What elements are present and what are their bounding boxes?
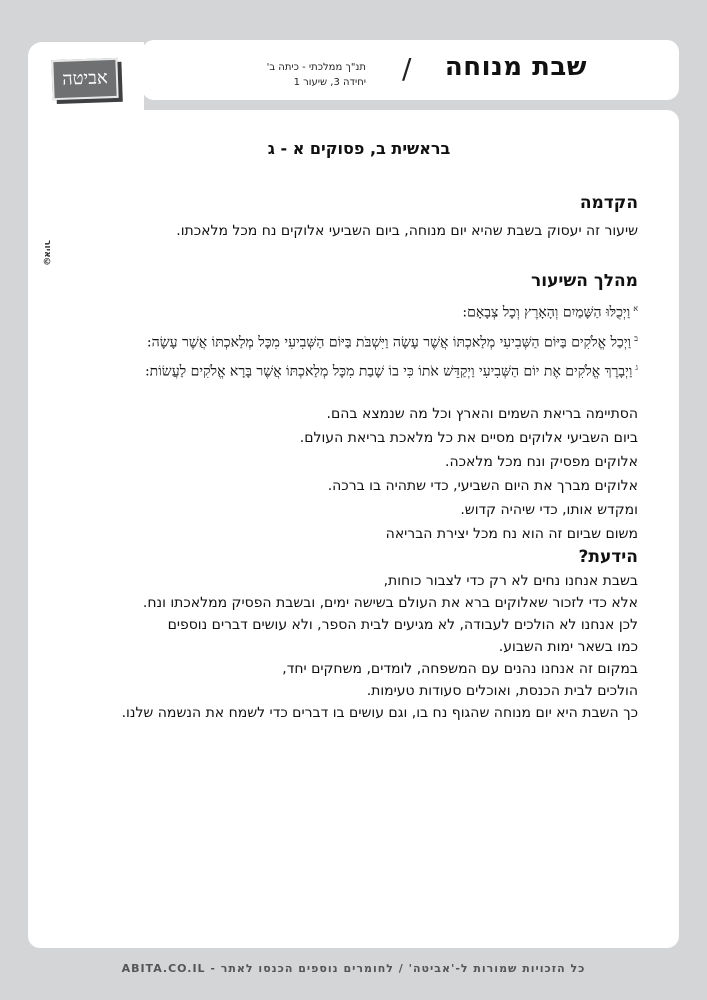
intro-section <box>80 192 638 242</box>
verse-1 <box>80 296 638 326</box>
verse-2 <box>80 326 638 356</box>
lesson-meta <box>236 60 366 90</box>
abita-logo: אביטה <box>51 58 118 100</box>
fact-line: במקום זה אנחנו נהנים עם המשפחה, לומדים, משחקים יחד, <box>282 661 638 677</box>
course-label: תנ"ך ממלכתי - כיתה ב' <box>266 62 366 73</box>
verse-reference: בראשית ב, פסוקים א - ג <box>267 139 451 158</box>
didyouknow-list <box>80 570 638 724</box>
verse-text: וַיְבָרֶךְ אֱלֹקִים אֶת יוֹם הַשְּׁבִיעִי וַיְקַדֵּשׁ אֹתוֹ כִּי בוֹ שָׁבַת מִכָּל מְלַאכְתּוֹ אֲשֶׁר בָּרָא אֱלֹקִים לַעֲשׂוֹת: <box>144 363 633 380</box>
title-separator: / <box>402 52 412 85</box>
verse-number: א <box>633 304 638 313</box>
fact-line: בשבת אנחנו נחים לא רק כדי לצבור כוחות, <box>383 573 638 589</box>
explanation-line: אלוקים מברך את היום השביעי, כדי שתהיה בו ברכה. <box>327 477 638 494</box>
fact-line: לכן אנחנו לא הולכים לעבודה, לא מגיעים לבית הספר, ולא עושים דברים נוספים <box>167 617 638 633</box>
verse-number: ב <box>634 333 638 343</box>
verse-3 <box>80 355 638 385</box>
explanation-line: ומקדש אותו, כדי שיהיה קדוש. <box>460 501 638 518</box>
lesson-heading: מהלך השיעור <box>531 271 638 291</box>
lesson-section <box>80 270 638 546</box>
explanation-line: אלוקים מפסיק ונח מכל מלאכה. <box>445 453 638 470</box>
fact-line: כך השבת היא יום מנוחה שהגוף נח בו, וגם עושים בו דברים כדי לשמח את הנשמה שלנו. <box>121 705 638 721</box>
fact-line: אלא כדי לזכור שאלוקים ברא את העולם בשישה ימים, ובשבת הפסיק ממלאכתו ונח. <box>142 595 638 611</box>
verse-text: וַיְכֻלּוּ הַשָּׁמַיִם וְהָאָרֶץ וְכָל צְבָאָם: <box>462 304 631 321</box>
intro-heading: הקדמה <box>579 193 638 213</box>
intro-text: שיעור זה יעסוק בשבת שהיא יום מנוחה, ביום השביעי אלוקים נח מכל מלאכתו. <box>176 223 638 239</box>
page-title: שבת מנוחה <box>444 52 587 82</box>
explanation-line: ביום השביעי אלוקים מסיים את כל מלאכת בריאת העולם. <box>299 429 638 446</box>
explanation-line: הסתיימה בריאת השמים והארץ וכל מה שנמצא בהם. <box>326 405 638 422</box>
copyright-footer: כל הזכויות שמורות ל-'אביטה' / לחומרים נוספים הכנסו לאתר - ABITA.CO.IL <box>121 962 586 975</box>
didyouknow-heading: הידעת? <box>578 547 638 567</box>
illustration-credit: איור© <box>42 240 52 268</box>
fact-line: הולכים לבית הכנסת, ואוכלים סעודות טעימות. <box>366 683 638 699</box>
unit-label: יחידה 3, שיעור 1 <box>293 77 366 88</box>
verse-number: ג <box>635 363 638 373</box>
explanation-list <box>80 402 638 546</box>
explanation-line: משום שביום זה הוא נח מכל יצירת הבריאה <box>385 525 638 542</box>
verse-list <box>80 296 638 385</box>
fact-line: כמו בשאר ימות השבוע. <box>498 639 638 655</box>
verse-text: וַיְכַל אֱלֹקִים בַּיּוֹם הַשְּׁבִיעִי מְלַאכְתּוֹ אֲשֶׁר עָשָׂה וַיִּשְׁבֹּת בַּיּוֹם הַשְּׁבִיעִי מִכָּל מְלַאכְתּוֹ אֲשֶׁר עָשָׂה: <box>146 334 632 351</box>
didyouknow-section <box>80 546 638 724</box>
